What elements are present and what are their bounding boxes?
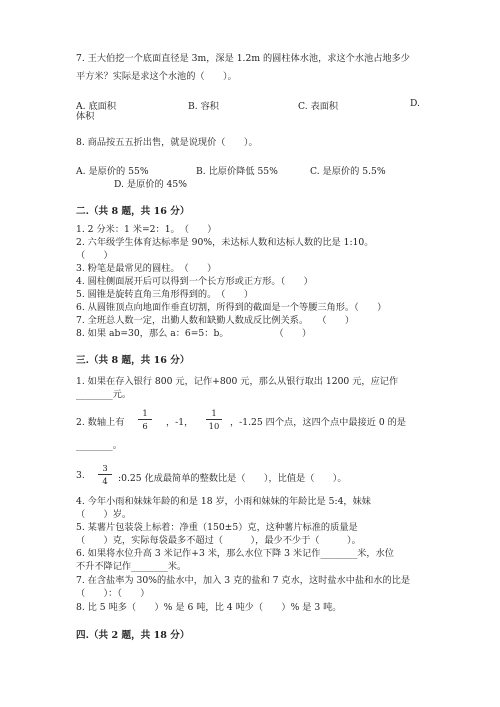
fraction-denominator: 10	[208, 421, 220, 431]
s2-line-2: 2. 六年级学生体育达标率是 90%，未达标人数和达标人数的比是 1:10。	[76, 237, 374, 248]
s3-q2-middle: ，-1，	[166, 417, 194, 428]
s3-line-6: 5. 某薯片包装袋上标着：净重（150±5）克，这种薯片标准的质量是	[76, 522, 358, 533]
s3-line-7: （ ）克，实际每袋最多不超过（ ），最少不少于（ ）。	[76, 535, 361, 546]
section-2-heading: 二.（共 8 题，共 16 分）	[76, 206, 190, 217]
q8-option-c: C. 是原价的 5.5%	[310, 166, 386, 177]
s2-line-6: 5. 圆锥是旋转直角三角形得到的。 （ ）	[76, 289, 254, 300]
s2-line-7: 6. 从圆锥顶点向地面作垂直切割，所得到的截面是一个等腰三角形。（ ）	[76, 302, 387, 313]
s3-q2-line-2: ________。	[76, 440, 122, 451]
s3-line-12: 8. 比 5 吨多（ ）% 是 6 吨，比 4 吨少（ ）% 是 3 吨。	[76, 602, 342, 613]
s3-line-4: 4. 今年小雨和妹妹年龄的和是 18 岁，小雨和妹妹的年龄比是 5:4，妹妹	[76, 496, 371, 507]
s3-line-9: 不升不降记作________米。	[76, 561, 187, 572]
s3-q3-fraction	[98, 463, 112, 486]
section-4-heading: 四.（共 2 题，共 18 分）	[76, 630, 190, 641]
fraction-numerator: 1	[142, 408, 148, 418]
q8-option-b: B. 比原价降低 55%	[196, 166, 278, 177]
s2-line-9: 8. 如果 ab=30，那么 a：6=5：b。 （ ）	[76, 328, 312, 339]
fraction-numerator: 1	[211, 408, 217, 418]
s3-line-5: （ ）岁。	[76, 509, 132, 520]
fraction-bar	[98, 474, 112, 475]
section-3-heading: 三.（共 8 题，共 16 分）	[76, 355, 190, 366]
s2-line-8: 7. 全班总人数一定，出勤人数和缺勤人数成反比例关系。 （ ）	[76, 315, 355, 326]
s3-q3-suffix: :0.25 化成最简单的整数比是（ ），比值是（ ）。	[118, 473, 347, 484]
q7-line-1: 7. 王大伯挖一个底面直径是 3m，深是 1.2m 的圆柱体水池，求这个水池占地多少	[76, 53, 410, 64]
q7-option-c: C. 表面积	[298, 101, 339, 112]
q7-option-a: A. 底面积	[76, 101, 117, 112]
fraction-denominator: 4	[102, 476, 108, 486]
s3-line-8: 6. 如果将水位升高 3 米记作+3 米，那么水位下降 3 米记作________米，水位	[76, 548, 394, 559]
q7-line-2: 平方米？实际是求这个水池的（ ）。	[76, 71, 237, 82]
s3-q2-prefix: 2. 数轴上有	[76, 417, 125, 428]
s3-line-11: （ ）：（ ）	[76, 588, 150, 599]
q8-line-1: 8. 商品按五五折出售，就是说现价（ ）。	[76, 137, 258, 148]
s3-q2-suffix: ，-1.25 四个点，这四个点中最接近 0 的是	[230, 417, 406, 428]
fraction-bar	[138, 419, 152, 420]
s3-q3-prefix: 3.	[76, 470, 85, 481]
s3-q2-fraction-2	[206, 408, 222, 431]
s2-line-5: 4. 圆柱侧面展开后可以得到一个长方形或正方形。（ ）	[76, 276, 313, 287]
fraction-denominator: 6	[142, 421, 148, 431]
q7-line-3: 体积	[76, 111, 95, 122]
s3-q2-fraction-1	[138, 408, 152, 431]
q7-option-b: B. 容积	[188, 101, 219, 112]
q8-option-d: D. 是原价的 45%	[114, 179, 187, 190]
q7-option-d: D.	[410, 98, 420, 109]
fraction-numerator: 3	[102, 463, 108, 473]
fraction-bar	[206, 419, 222, 420]
s3-q1-line-1: 1. 如果在存入银行 800 元，记作+800 元，那么从银行取出 1200 元，应记作	[76, 376, 399, 387]
s2-line-3: （ ）	[76, 250, 113, 261]
s3-q1-line-2: ________元。	[76, 389, 132, 400]
s2-line-1: 1. 2 分米：1 米=2：1。 （ ）	[76, 224, 217, 235]
q8-option-a: A. 是原价的 55%	[76, 166, 149, 177]
s2-line-4: 3. 粉笔是最常见的圆柱。 （ ）	[76, 263, 217, 274]
s3-line-10: 7. 在含盐率为 30%的盐水中，加入 3 克的盐和 7 克水，这时盐水中盐和水的比是	[76, 575, 411, 586]
